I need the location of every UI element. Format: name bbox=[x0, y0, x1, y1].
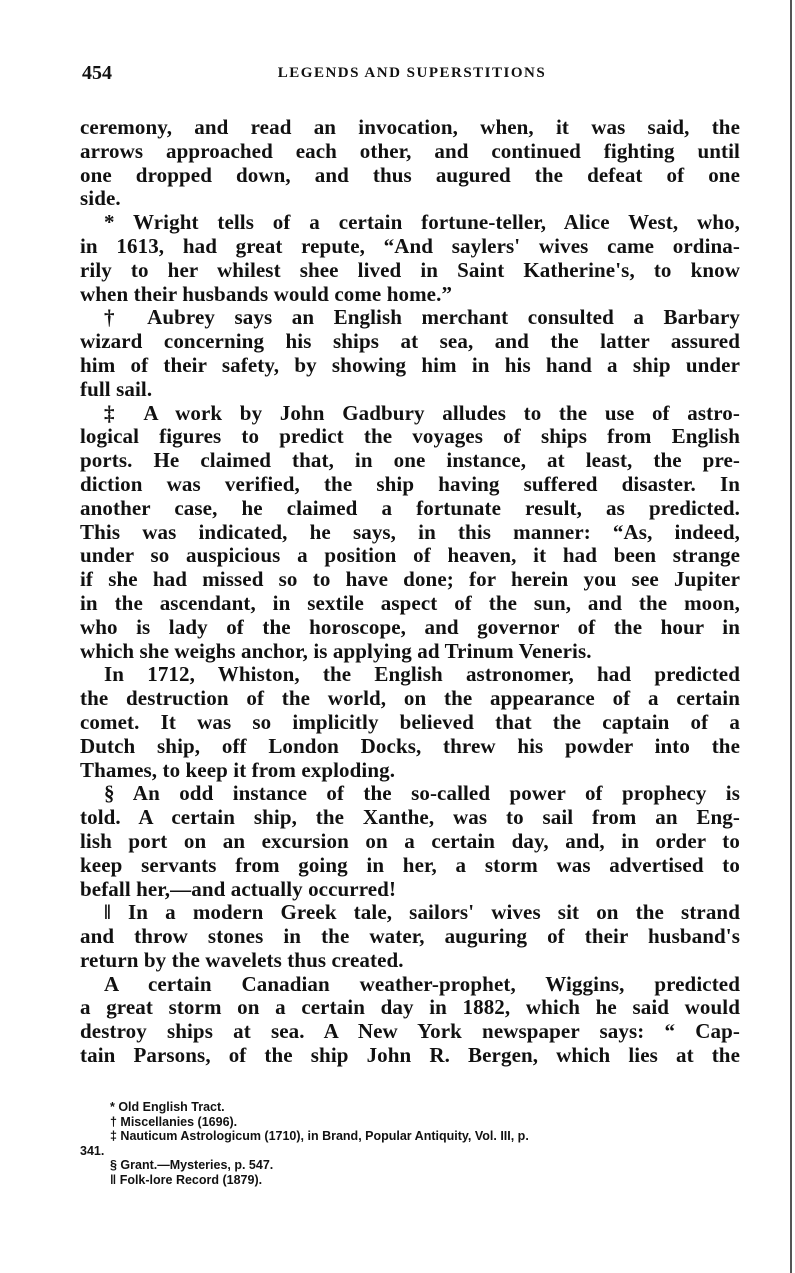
text-line: ports. He claimed that, in one instance, at least, the pre- bbox=[80, 448, 740, 473]
footnote: † Miscellanies (1696). bbox=[110, 1114, 238, 1129]
text-line: another case, he claimed a fortunate result, as predicted. bbox=[80, 495, 740, 520]
body-text bbox=[80, 116, 740, 1068]
paragraph bbox=[80, 973, 740, 1068]
text-line: diction was verified, the ship having suffered disaster. In bbox=[80, 471, 740, 496]
text-line: rily to her whilest shee lived in Saint Katherine's, to know bbox=[80, 257, 740, 282]
page-edge bbox=[790, 0, 792, 1273]
text-line: arrows approached each other, and continued fighting until bbox=[80, 138, 740, 163]
text-line: which she weighs anchor, is applying ad Trinum Veneris. bbox=[80, 638, 592, 663]
text-line: wizard concerning his ships at sea, and the latter assured bbox=[80, 329, 740, 354]
paragraph bbox=[80, 306, 740, 401]
text-line: befall her,—and actually occurred! bbox=[80, 876, 397, 901]
text-line: lish port on an excursion on a certain day, and, in order to bbox=[80, 828, 740, 853]
footnote: 341. bbox=[80, 1143, 105, 1158]
text-line: in the ascendant, in sextile aspect of the sun, and the moon, bbox=[80, 590, 740, 615]
text-line: in 1613, had great repute, “And saylers' wives came ordina- bbox=[80, 233, 740, 258]
text-line: if she had missed so to have done; for herein you see Jupiter bbox=[80, 567, 740, 592]
paragraph bbox=[80, 211, 740, 306]
text-line: * Wright tells of a certain fortune-teller, Alice West, who, bbox=[104, 210, 740, 235]
text-line: told. A certain ship, the Xanthe, was to sail from an Eng- bbox=[80, 805, 740, 830]
text-line: Thames, to keep it from exploding. bbox=[80, 757, 396, 782]
text-line: the destruction of the world, on the appearance of a certain bbox=[80, 686, 740, 711]
text-line: under so auspicious a position of heaven, it had been strange bbox=[80, 543, 740, 568]
text-line: return by the wavelets thus created. bbox=[80, 947, 404, 972]
footnote: § Grant.—Mysteries, p. 547. bbox=[110, 1158, 274, 1172]
text-line: logical figures to predict the voyages of ships from English bbox=[80, 424, 740, 449]
paragraph bbox=[80, 663, 740, 782]
running-title: LEGENDS AND SUPERSTITIONS bbox=[277, 65, 547, 81]
text-line: side. bbox=[80, 186, 121, 211]
text-line: comet. It was so implicitly believed that the captain of a bbox=[80, 709, 740, 734]
text-line: § An odd instance of the so-called power of prophecy is bbox=[104, 781, 740, 806]
text-line: † Aubrey says an English merchant consulted a Barbary bbox=[104, 305, 740, 330]
footnote: ‡ Nauticum Astrologicum (1710), in Brand, Popular Antiquity, Vol. III, p. bbox=[110, 1129, 529, 1143]
text-line: tain Parsons, of the ship John R. Bergen, which lies at the bbox=[80, 1043, 740, 1068]
text-line: when their husbands would come home.” bbox=[80, 281, 453, 306]
paragraph bbox=[80, 116, 740, 211]
paragraph bbox=[80, 782, 740, 901]
text-line: ceremony, and read an invocation, when, it was said, the bbox=[80, 115, 740, 139]
text-line: A certain Canadian weather-prophet, Wiggins, predicted bbox=[104, 971, 740, 996]
page-number: 454 bbox=[82, 62, 112, 84]
text-line: ‖ In a modern Greek tale, sailors' wives sit on the strand bbox=[104, 900, 740, 925]
text-line: destroy ships at sea. A New York newspaper says: “ Cap- bbox=[80, 1019, 740, 1044]
text-line: Dutch ship, off London Docks, threw his powder into the bbox=[80, 733, 740, 758]
text-line: and throw stones in the water, auguring of their husband's bbox=[80, 924, 740, 949]
paragraph bbox=[80, 402, 740, 664]
text-line: ‡ A work by John Gadbury alludes to the use of astro- bbox=[104, 400, 740, 425]
text-line: full sail. bbox=[80, 376, 153, 401]
footnotes bbox=[80, 1100, 760, 1187]
text-line: who is lady of the horoscope, and governor of the hour in bbox=[80, 614, 740, 639]
text-line: In 1712, Whiston, the English astronomer, had predicted bbox=[104, 662, 740, 687]
text-line: one dropped down, and thus augured the defeat of one bbox=[80, 162, 740, 187]
footnote: * Old English Tract. bbox=[110, 1100, 225, 1114]
text-line: him of their safety, by showing him in his hand a ship under bbox=[80, 352, 740, 377]
text-line: This was indicated, he says, in this manner: “As, indeed, bbox=[80, 519, 740, 544]
text-line: a great storm on a certain day in 1882, which he said would bbox=[80, 995, 740, 1020]
text-line: keep servants from going in her, a storm was advertised to bbox=[80, 852, 740, 877]
paragraph bbox=[80, 901, 740, 972]
running-header bbox=[82, 62, 742, 90]
footnote: ‖ Folk-lore Record (1879). bbox=[110, 1172, 263, 1187]
